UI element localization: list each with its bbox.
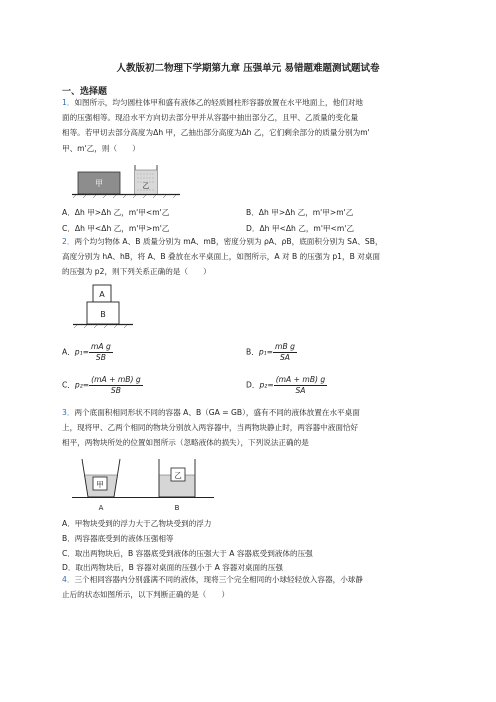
question-2-option-d[interactable] xyxy=(246,375,327,396)
question-2-number: 2． xyxy=(62,237,75,246)
option-lhs: p₂= xyxy=(259,380,274,390)
option-lhs: p₁= xyxy=(258,347,274,357)
question-1-line: 如图所示，均匀圆柱体甲和盛有液体乙的轻质圆柱形容器放置在水平地面上，他们对地 xyxy=(74,98,363,107)
question-3-line: 上，现将甲、乙两个相同的物块分别放入两容器中，当两物块静止时，两容器中液面恰好 xyxy=(62,423,359,433)
question-4-line: 止后的状态如图所示，以下判断正确的是（ ） xyxy=(62,590,230,600)
fraction-denominator: SA xyxy=(295,386,306,395)
option-label: D． xyxy=(246,380,260,390)
question-1-stem xyxy=(62,95,447,156)
fraction xyxy=(273,342,297,363)
container-a-label: A xyxy=(98,504,104,512)
question-3-option-c[interactable]: C．取出两物块后，B 容器底受到液体的压强大于 A 容器底受到液体的压强 xyxy=(62,549,313,558)
block-b-label: B xyxy=(100,310,106,319)
fraction-numerator: (mA + mB) g xyxy=(275,375,326,384)
question-2-option-c[interactable] xyxy=(62,375,143,396)
question-1-line: 甲、m'乙，则（ ） xyxy=(62,143,140,153)
option-lhs: p₂= xyxy=(74,380,90,390)
question-2-stem xyxy=(62,234,447,280)
figure-label-jia: 甲 xyxy=(95,179,103,188)
fraction-denominator: SB xyxy=(95,353,106,362)
question-1-option-c[interactable]: C．Δh 甲<Δh 乙，m'甲>m'乙 xyxy=(62,224,170,233)
container-b-label: B xyxy=(174,504,180,512)
question-3-option-b[interactable]: B．两容器底受到的液体压强相等 xyxy=(62,534,174,543)
question-3-stem xyxy=(62,405,447,451)
block-jia-label: 甲 xyxy=(96,480,104,489)
figure-label-yi: 乙 xyxy=(142,182,150,190)
fraction-numerator: mA g xyxy=(91,342,111,351)
question-3-number: 3． xyxy=(62,408,75,417)
section-heading: 一、选择题 xyxy=(62,87,108,97)
question-3-option-a[interactable]: A．甲物块受到的浮力大于乙物块受到的浮力 xyxy=(62,519,212,528)
question-2-line: 的压强为 p2，则下列关系正确的是（ ） xyxy=(62,267,211,277)
question-2-option-b[interactable] xyxy=(246,342,297,363)
question-1-option-a[interactable]: A．Δh 甲>Δh 乙，m'甲<m'乙 xyxy=(62,208,170,217)
question-2-line: 两个均匀物体 A、B 质量分别为 mA、mB，密度分别为 ρA、ρB，底面积分别为 SA、SB， xyxy=(74,237,383,246)
question-1-option-d[interactable]: D．Δh 甲<Δh 乙，m'甲<m'乙 xyxy=(246,224,354,233)
question-2-figure xyxy=(72,283,134,329)
option-lhs: p₁= xyxy=(74,347,90,357)
question-1-line: 相等。若甲切去部分高度为Δh 甲，乙抽出部分高度为Δh 乙，它们剩余部分的质量分别为m' xyxy=(62,128,370,138)
question-1-option-b[interactable]: B．Δh 甲>Δh 乙，m'甲>m'乙 xyxy=(246,208,354,217)
question-1-number: 1． xyxy=(62,98,75,107)
question-1-figure xyxy=(72,161,182,199)
question-2-option-a[interactable] xyxy=(62,342,113,363)
option-label: A． xyxy=(62,347,75,357)
document-title: 人教版初二物理下学期第九章 压强单元 易错题难题测试题试卷 xyxy=(116,63,380,74)
question-4-stem xyxy=(62,572,447,602)
fraction xyxy=(89,375,143,396)
option-label: B． xyxy=(246,347,259,357)
question-3-line: 两个底面积相同形状不同的容器 A、B（GA = GB），盛有不同的液体放置在水平桌面 xyxy=(74,408,360,417)
fraction xyxy=(274,375,328,396)
block-yi-label: 乙 xyxy=(174,471,182,480)
question-1-line: 面的压强相等。现沿水平方向切去部分甲并从容器中抽出部分乙，且甲、乙质量的变化量 xyxy=(62,113,359,123)
question-3-line: 相平，两物块所处的位置如图所示（忽略液体的损失），下列说法正确的是 xyxy=(62,438,309,448)
fraction-numerator: mB g xyxy=(275,342,295,351)
fraction-numerator: (mA + mB) g xyxy=(91,375,141,384)
fraction-denominator: SB xyxy=(110,386,121,395)
option-label: C． xyxy=(62,380,75,390)
question-4-line: 三个相同容器内分别盛满不同的液体，现将三个完全相同的小球轻轻放入容器，小球静 xyxy=(74,575,363,584)
fraction-denominator: SA xyxy=(279,353,290,362)
question-4-number: 4． xyxy=(62,575,75,584)
block-a-label: A xyxy=(99,290,105,299)
question-3-option-d[interactable]: D．取出两物块后，B 容器对桌面的压强小于 A 容器对桌面的压强 xyxy=(62,563,283,572)
fraction xyxy=(89,342,113,363)
question-2-line: 高度分别为 hA、hB，将 A、B 叠放在水平桌面上，如图所示，A 对 B 的压强为 p1，B 对桌面 xyxy=(62,252,381,262)
question-3-figure xyxy=(68,455,218,515)
